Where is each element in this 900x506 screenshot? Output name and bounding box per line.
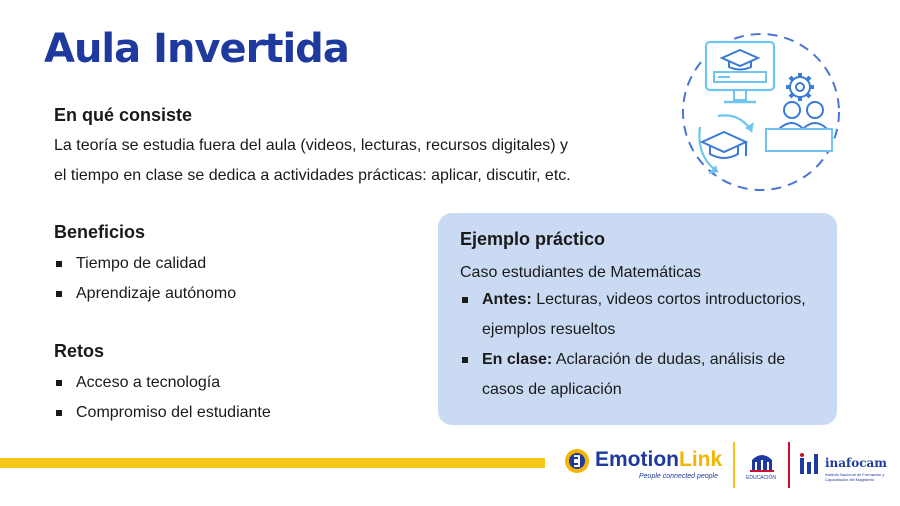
divider [733,442,735,488]
list-item: Acceso a tecnología [54,368,271,398]
inafocam-subtitle: Instituto Nacional de Formación y Capacitación del Magisterio [825,472,885,482]
item-text: Lecturas, videos cortos introductorios, ejemplos resueltos [482,291,806,338]
retos-list [54,368,271,428]
list-item: Aprendizaje autónomo [54,279,236,309]
gear-icon [786,73,814,101]
item-label: Antes: [482,291,532,308]
item-label: En clase: [482,351,553,368]
consiste-line-2: el tiempo en clase se dedica a actividades prácticas: aplicar, discutir, etc. [54,167,571,184]
inafocam-logo-icon [798,452,822,476]
ejemplo-card [438,213,837,425]
list-item [460,285,830,345]
list-item [460,345,830,405]
wordmark-emotion: Emotion [595,448,679,471]
educacion-seal-icon [748,448,776,474]
ejemplo-list [460,285,830,405]
footer-logos [563,442,893,490]
classroom-students-icon [766,102,832,151]
item-text: Aclaración de dudas, análisis de casos de aplicación [482,351,786,398]
footer-accent-bar [0,458,545,468]
beneficios-heading: Beneficios [54,222,146,242]
consiste-heading: En qué consiste [54,105,193,125]
retos-heading: Retos [54,341,105,361]
monitor-graduation-icon [706,42,774,102]
inafocam-wordmark: inafocam [825,456,888,470]
emotionlink-wordmark [595,448,722,472]
list-item: Compromiso del estudiante [54,398,271,428]
wordmark-link: Link [679,448,723,471]
educacion-label: EDUCACIÓN [746,475,777,481]
divider [788,442,790,488]
page-title: Aula Invertida [44,26,349,72]
consiste-line-1: La teoría se estudia fuera del aula (videos, lecturas, recursos digitales) y [54,137,569,154]
ejemplo-subtitle: Caso estudiantes de Matemáticas [460,264,702,281]
list-item: Tiempo de calidad [54,249,236,279]
ejemplo-heading: Ejemplo práctico [460,229,606,249]
refresh-cap-icon [699,115,754,174]
beneficios-list [54,249,236,309]
emotionlink-tagline: People connected people [639,473,719,480]
flipped-classroom-illustration [678,32,848,197]
emotionlink-logo-icon [563,446,591,476]
